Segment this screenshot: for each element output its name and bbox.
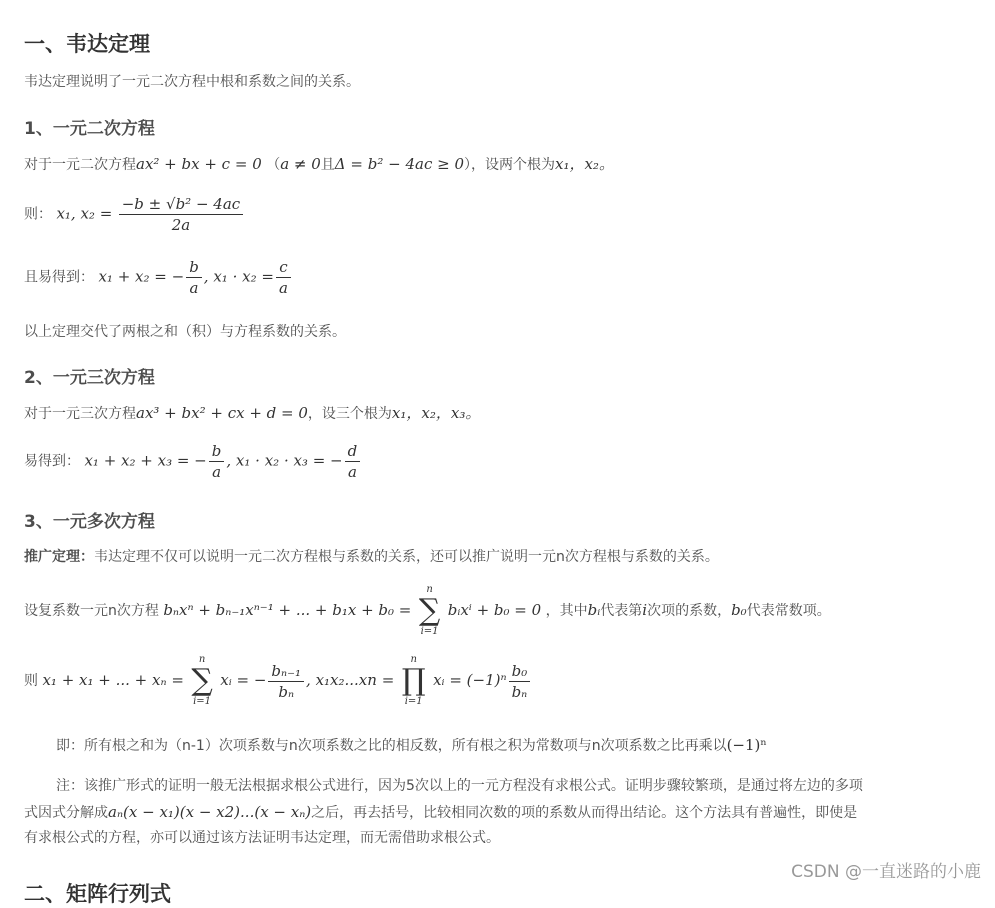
poly-eq-left: bₙxⁿ + bₙ₋₁xⁿ⁻¹ + ... + b₁x + b₀ = [163, 601, 412, 619]
cubic-relations-line: 易得到： x₁ + x₂ + x₃ = − $\frac{b}{a}$ , x₁ · x₂ · x₃ = − $\frac{d}{a}$ [24, 441, 362, 482]
csdn-watermark: CSDN @一直迷路的小鹿 [791, 862, 981, 882]
cond-a: a ≠ 0 [280, 155, 321, 173]
poly-prod-den: bₙ [511, 682, 528, 701]
cubic-sum-den: a [212, 463, 222, 481]
poly-sum-fraction [268, 661, 304, 702]
prod-lhs: x₁ · x₂ = [213, 267, 274, 286]
generalization-paragraph [24, 545, 719, 569]
formula-numerator: −b ± √b² − 4ac [119, 194, 243, 215]
sum2-upper: n [198, 654, 206, 665]
sum2-lower: i=1 [193, 696, 212, 707]
cubic-prod-lhs: x₁ · x₂ · x₃ = − [235, 451, 343, 470]
note2-line2a: 式因式分解成 [24, 805, 108, 821]
cubic-statement [24, 401, 480, 426]
poly-sum-lhs: x₁ + x₁ + ... + xₙ = [42, 671, 184, 689]
sum-symbol-2: n ∑ i=1 [191, 654, 213, 707]
heading-cubic: 2、一元三次方程 [24, 368, 155, 388]
poly-prod-lhs: x₁x₂...xn = [315, 671, 395, 689]
sum-lhs: x₁ + x₂ = − [98, 267, 185, 286]
prod-fraction [276, 257, 291, 298]
cond-close: ），设两个根为 [464, 157, 555, 173]
cubic-equation: ax³ + bx² + cx + d = 0 [136, 404, 308, 422]
cond-delta: Δ = b² − 4ac ≥ 0 [334, 155, 464, 173]
sum-num: b [186, 257, 202, 278]
note-proof-line1: 注：该推广形式的证明一般无法根据求根公式进行，因为5次以上的一元方程没有求根公式。证明步骤较繁琐，是通过将左边的多项 [56, 778, 863, 794]
cubic-prod-fraction [345, 441, 361, 482]
poly-equation-line [24, 584, 831, 638]
quadratic-summary: 以上定理交代了两根之和（积）与方程系数的关系。 [24, 324, 346, 340]
cubic-prod-den: a [347, 463, 357, 481]
then-label: 则： [24, 206, 52, 223]
quadratic-formula-fraction [119, 194, 243, 235]
poly-sum-num: bₙ₋₁ [268, 661, 304, 682]
quadratic-equation: ax² + bx + c = 0 [136, 155, 262, 173]
sum-symbol: n ∑ i=1 [418, 584, 441, 637]
quadratic-formula-line [24, 194, 245, 235]
note1-text: 即：所有根之和为（n-1）次项系数与n次项系数之比的相反数，所有根之积为常数项与n次项系数之比再乘以 [56, 738, 727, 754]
sum-upper: n [426, 584, 433, 595]
prod-lower: i=1 [404, 696, 423, 707]
cubic-prod-num: d [345, 441, 361, 462]
poly-relations-line: 则 x₁ + x₁ + ... + xₙ = n ∑ i=1 xᵢ = − $\frac{\text{bₙ₋₁}}{\text{bₙ}}$ , x₁x₂...xn = n ∏ i=1 xᵢ = (−1)ⁿ $\frac{\text{b₀}}{\text{bₙ}}$ [24, 654, 532, 708]
quadratic-lead: 对于一元二次方程 [24, 157, 136, 173]
where-2: 代表第 [600, 603, 643, 619]
poly-then-label: 则 [24, 673, 38, 689]
quadratic-roots: x₁，x₂。 [555, 155, 614, 173]
b0-symbol: b₀ [731, 601, 747, 619]
note-proof-line3: 有求根公式的方程，亦可以通过该方法证明韦达定理，而无需借助求根公式。 [24, 830, 500, 846]
where-1: ，其中 [545, 603, 588, 619]
cond-and: 且 [320, 157, 335, 173]
product-symbol: n ∏ i=1 [401, 654, 426, 707]
where-3: 次项的系数， [647, 603, 732, 619]
poly-prod-fraction [509, 661, 531, 702]
sum-den: a [189, 279, 199, 297]
cubic-easy-label: 易得到： [24, 453, 80, 470]
poly-prod-num: b₀ [509, 661, 531, 682]
section-title-vieta: 一、韦达定理 [24, 32, 150, 56]
prod-upper: n [410, 654, 417, 665]
poly-set-label: 设复系数一元n次方程 [24, 603, 159, 619]
sum-fraction [186, 257, 202, 298]
note2-line2b: 之后，再去括号，比较相同次数的项的系数从而得出结论。这个方法具有普遍性，即使是 [311, 805, 858, 821]
prod-den: a [278, 279, 288, 297]
heading-poly: 3、一元多次方程 [24, 512, 155, 532]
cubic-sum-fraction [209, 441, 225, 482]
cubic-roots: x₁，x₂，x₃。 [391, 404, 481, 422]
generalization-label: 推广定理： [24, 549, 94, 565]
poly-eq-right: bᵢxⁱ + b₀ = 0 [447, 601, 542, 619]
quadratic-relations-line: 且易得到： x₁ + x₂ = − $\frac{b}{a}$ , x₁ · x₂ = $\frac{c}{a}$ [24, 257, 293, 298]
generalization-text: 韦达定理不仅可以说明一元二次方程根与系数的关系，还可以推广说明一元n次方程根与系数的关系。 [94, 549, 719, 565]
heading-quadratic: 1、一元二次方程 [24, 119, 155, 139]
intro-paragraph: 韦达定理说明了一元二次方程中根和系数之间的关系。 [24, 74, 360, 90]
note2-math: aₙ(x − x₁)(x − x2)...(x − xₙ) [108, 803, 312, 821]
formula-lhs: x₁, x₂ = [56, 204, 113, 223]
formula-denominator: 2a [171, 216, 191, 234]
cubic-sum-num: b [209, 441, 225, 462]
section-title-matrix: 二、矩阵行列式 [24, 882, 171, 906]
prod-num: c [276, 257, 291, 278]
i-symbol: i [642, 601, 648, 619]
cubic-sum-lhs: x₁ + x₂ + x₃ = − [84, 451, 207, 470]
poly-sum-den: bₙ [278, 682, 295, 701]
note1-math: (−1)ⁿ [726, 736, 767, 754]
note-proof-line2 [24, 800, 857, 825]
sum-lower: i=1 [420, 626, 439, 637]
easy-label: 且易得到： [24, 269, 94, 286]
quadratic-statement [24, 152, 614, 177]
where-4: 代表常数项。 [746, 603, 831, 619]
note-sum-product [24, 733, 767, 758]
cond-open: （ [266, 157, 281, 173]
cubic-tail: ，设三个根为 [307, 406, 392, 422]
cubic-lead: 对于一元三次方程 [24, 406, 136, 422]
poly-prod-mid: xᵢ = (−1)ⁿ [433, 671, 507, 689]
bi-symbol: bᵢ [587, 601, 601, 619]
poly-sum-mid: xᵢ = − [220, 671, 267, 689]
